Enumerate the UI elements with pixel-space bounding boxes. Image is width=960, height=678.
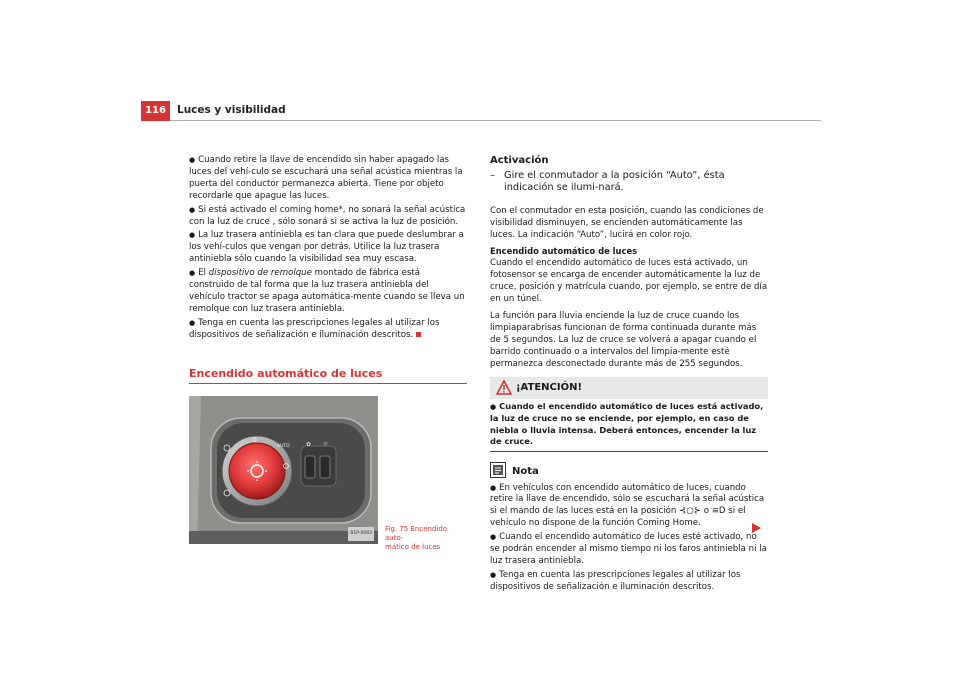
low-beam-icon: ≡D [711, 506, 726, 517]
paragraph-3: La función para lluvia enciende la luz de cruce cuando los limpiaparabrisas funcionan de forma continuada durante más de 5 segundos. La luz de cruce se volverá a apagar cuando el barrido continuado o a intervalos del limpia-mente esté permanezca desconectado durante más de 255 segundos. [490, 310, 757, 369]
dash-marker: – [490, 169, 495, 181]
note-bullet-2: ● Cuando el encendido automático de luces esté activado, no se podrán encender al mismo tiempo ni los faros antiniebla ni la luz trasera antiniebla. [490, 532, 767, 566]
chapter-title: Luces y visibilidad [177, 104, 286, 116]
position-light-icon: ⊰○⊱ [679, 506, 701, 517]
bullet-dot-icon: ● [189, 205, 196, 214]
warning-header [490, 377, 768, 399]
bullet-1: ● Cuando retire la llave de encendido sin haber apagado las luces del vehí-culo se escuchará una señal acústica mientras la puerta del conductor permanezca abierta. Tiene por objeto recordarle que apague las luces. [189, 155, 463, 201]
note-bullet-1: ● En vehículos con encendido automático de luces, cuando retire la llave de encendido, sólo se escuchará la señal acústica si el mando de las luces está en la posición ⊰○⊱ o ≡D si el vehículo no dispone de la función Coming Home. [490, 482, 765, 529]
figure-block [189, 396, 467, 551]
header-rule [170, 120, 821, 121]
svg-text:✿: ✿ [306, 440, 312, 448]
activation-title: Activación [490, 155, 549, 166]
bullet-dot-icon: ● [189, 269, 196, 278]
note-header [490, 462, 768, 481]
paragraph-2: Cuando el encendido automático de luces está activado, un fotosensor se encarga de encender automáticamente la luz de cruce, posición y matrícula cuando, por ejemplo, se entre de día en un túnel. [490, 258, 768, 305]
bullet-dot-icon: ● [490, 570, 497, 579]
note-title: Nota [512, 465, 539, 477]
warning-triangle-icon [496, 380, 512, 395]
bullet-dot-icon: ● [189, 318, 196, 327]
bullet-4: ● El dispositivo de remolque montado de fábrica está construido de tal forma que la luz trasera antiniebla del vehículo tractor se apaga automática-mente cuando se lleva un remolque con luz trasera antiniebla. [189, 268, 465, 314]
figure-caption: Fig. 75 Encendido auto- mático de luces [385, 524, 448, 551]
right-column [490, 155, 768, 596]
subheading: Encendido automático de luces [490, 246, 638, 257]
light-switch-illustration [189, 396, 378, 544]
warning-title: ¡ATENCIÓN! [516, 381, 583, 393]
note-icon [490, 462, 506, 478]
paragraph-1: Con el conmutador en esta posición, cuando las condiciones de visibilidad disminuyen, se encienden automáticamente las luces. La indicación “Auto”, lucirá en color rojo. [490, 205, 764, 240]
activation-step: – Gire el conmutador a la posición “Auto”, ésta indicación se ilumi-nará. [490, 169, 725, 194]
bullet-dot-icon: ● [490, 402, 497, 411]
warning-text: ● Cuando el encendido automático de luces está activado, la luz de cruce no se enciende, por ejemplo, en caso de niebla o lluvia intensa. Deberá entonces, encender la luz de cruce. [490, 400, 764, 446]
bullet-5: ● Tenga en cuenta las prescripciones legales al utilizar los dispositivos de señalización e iluminación descritos. [189, 317, 440, 340]
bullet-3: ● La luz trasera antiniebla es tan clara que puede deslumbrar a los vehí-culos que vengan por detrás. Utilice la luz trasera antiniebla sólo cuando la visibilidad sea muy escasa. [189, 230, 464, 265]
next-page-arrow-icon[interactable] [752, 523, 761, 533]
light-switch-figure [189, 396, 378, 544]
figure-code: B1P-0083 [348, 527, 374, 541]
bullet-dot-icon: ● [189, 231, 196, 240]
svg-text:☼: ☼ [323, 440, 329, 448]
left-column [189, 155, 467, 551]
bullet-dot-icon: ● [490, 483, 497, 492]
bullet-dot-icon: ● [490, 533, 497, 542]
page-number: 116 [141, 101, 170, 121]
section-title: Encendido automático de luces [189, 368, 467, 384]
bullet-dot-icon: ● [189, 156, 196, 164]
note-bullet-3: ● Tenga en cuenta las prescripciones legales al utilizar los dispositivos de señalización e iluminación descritos. [490, 569, 741, 592]
svg-text:0: 0 [253, 436, 257, 444]
svg-text:AUTO: AUTO [277, 443, 290, 449]
page-header [141, 101, 821, 121]
end-square-icon [416, 332, 421, 337]
warning-box [490, 377, 768, 452]
bullet-2: ● Si está activado el coming home*, no sonará la señal acústica con la luz de cruce , sólo sonará si se activa la luz de posición. [189, 204, 466, 227]
